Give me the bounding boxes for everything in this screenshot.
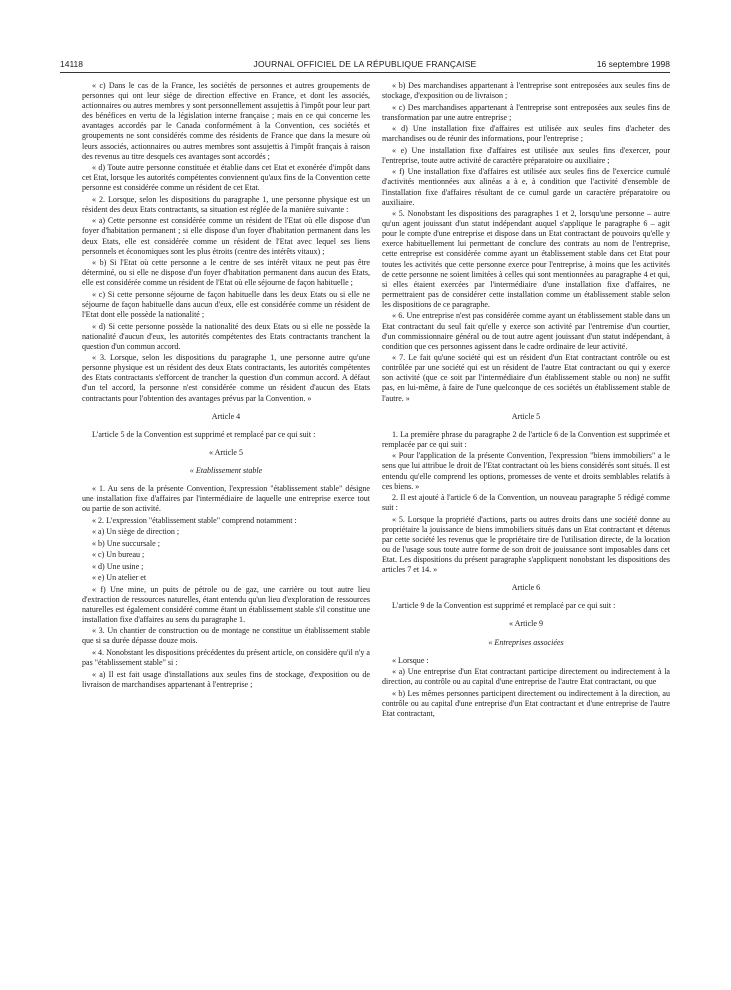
list-item: « c) Un bureau ; (92, 550, 145, 560)
paragraph: « 2. Lorsque, selon les dispositions du paragraphe 1, une personne physique est un résident des deux Etats contractants, sa situation est réglée de la manière suivante : (82, 194, 370, 214)
paragraph: « 2. L'expression "établissement stable" comprend notamment : (92, 515, 297, 525)
page-number: 14118 (60, 59, 84, 69)
header-rule (60, 72, 670, 73)
paragraph: « a) Il est fait usage d'installations aux seules fins de stockage, d'exposition ou de livraison de marchandises appartenant à l'entreprise ; (82, 669, 370, 689)
list-item: « f) Une mine, un puits de pétrole ou de gaz, une carrière ou tout autre lieu d'extraction de ressources naturelles, étant entendu qu'un lieu d'exploration de ressources naturelles est également considéré comme étant un établissement stable s'il constitue une installation fixe d'affaires au sens du paragraphe 1. (82, 584, 370, 624)
paragraph: « 7. Le fait qu'une société qui est un résident d'un Etat contractant contrôle ou est contrôlée par une société qui est un résident de l'autre Etat contractant ou qui y exerce son activité (que ce soit par l'intermédiaire d'un établissement stable ou non) ne suffit pas, en lui-même, à faire de l'une quelconque de ces sociétés un établissement stable de l'autre. » (382, 353, 670, 403)
paragraph: « c) Des marchandises appartenant à l'entreprise sont entreposées aux seules fins de transformation par une autre entreprise ; (382, 102, 670, 122)
paragraph: « Pour l'application de la présente Convention, l'expression "biens immobiliers" a le sens que lui attribue le droit de l'Etat contractant où les biens considérés sont situés. Il est entendu qu'elle comprend les options, promesses de vente et droits semblables relatifs à ces biens. » (382, 451, 670, 491)
article-heading: Article 5 (511, 411, 541, 421)
article-heading: « Article 9 (509, 619, 543, 629)
paragraph: 2. Il est ajouté à l'article 6 de la Convention, un nouveau paragraphe 5 rédigé comme suit : (382, 493, 670, 513)
paragraph: « c) Si cette personne séjourne de façon habituelle dans les deux Etats ou si elle ne séjourne de façon habituelle dans aucun d'eux, elle est considérée comme un résident de l'Etat dont elle possède la nationalité ; (82, 289, 370, 320)
paragraph: « d) Toute autre personne constituée et établie dans cet Etat et exonérée d'impôt dans cet Etat, lorsque les autorités compétentes conviennent qu'aux fins de la Convention cette personne est considérée comme un résident de cet Etat. (82, 163, 370, 193)
paragraph: « Lorsque : (392, 655, 429, 665)
section-heading: « Etablissement stable (189, 465, 263, 475)
article-heading: « Article 5 (209, 447, 243, 457)
article-heading: Article 6 (511, 583, 541, 593)
paragraph: « 6. Une entreprise n'est pas considérée comme ayant un établissement stable dans un Etat contractant du seul fait qu'elle y exerce son activité par l'entremise d'un courtier, d'un commissionnaire général ou de tout autre agent jouissant d'un statut indépendant, à condition que ces personnes agissent dans le cadre ordinaire de leur activité. (382, 311, 670, 351)
article-heading: Article 4 (211, 411, 241, 421)
list-item: « a) Un siège de direction ; (92, 527, 180, 537)
list-item: « e) Un atelier et (92, 573, 147, 583)
left-column (82, 81, 370, 691)
paragraph: « b) Si l'Etat où cette personne a le centre de ses intérêt vitaux ne peut pas être déterminé, ou si elle ne dispose d'un foyer d'habitation permanent dans aucun des Etats, elle est considérée comme un résident de l'Etat où elle séjourne de façon habituelle ; (82, 258, 370, 288)
paragraph: « b) Des marchandises appartenant à l'entreprise sont entreposées aux seules fins de stockage, d'exposition ou de livraison ; (382, 81, 670, 101)
paragraph: L'article 5 de la Convention est supprimé et remplacé par ce qui suit : (92, 429, 316, 439)
paragraph: « d) Une installation fixe d'affaires est utilisée aux seules fins d'acheter des marchandises ou de réunir des informations, pour l'entreprise ; (382, 124, 670, 144)
paragraph: « b) Les mêmes personnes participent directement ou indirectement à la direction, au contrôle ou au capital d'une entreprise d'un Etat contractant et d'une entreprise de l'autre Etat contractant, (382, 688, 670, 718)
paragraph: « f) Une installation fixe d'affaires est utilisée aux seules fins de l'exercice cumulé d'activités mentionnées aux alinéas a à e, à condition que l'activité d'ensemble de l'installation fixe d'affaires résultant de ce cumul garde un caractère préparatoire ou auxiliaire. (382, 167, 670, 207)
publication-date: 16 septembre 1998 (596, 59, 670, 69)
right-column (382, 81, 670, 720)
paragraph: « a) Une entreprise d'un Etat contractant participe directement ou indirectement à la direction, au contrôle ou au capital d'une entreprise de l'autre Etat contractant, ou que (382, 667, 670, 687)
paragraph: « 5. Lorsque la propriété d'actions, parts ou autres droits dans une société donne au propriétaire la jouissance de biens immobiliers situés dans un Etat contractant et détenus par cette société les revenus que le propriétaire tire de l'utilisation directe, de la location ou de l'usage sous toute autre forme de son droit de jouissance sont imposables dans cet Etat. Les dispositions du présent paragraphe s'appliquent nonobstant les dispositions des articles 7 et 14. » (382, 514, 670, 575)
list-item: « d) Une usine ; (92, 561, 144, 571)
list-item: « b) Une succursale ; (92, 538, 160, 548)
paragraph: « 4. Nonobstant les dispositions précédentes du présent article, on considère qu'il n'y a pas "établissement stable" si : (82, 647, 370, 668)
paragraph: « 5. Nonobstant les dispositions des paragraphes 1 et 2, lorsqu'une personne – autre qu'un agent jouissant d'un statut indépendant auquel s'applique le paragraphe 6 – agit pour le compte d'une entreprise et dispose dans un Etat contractant de pouvoirs qu'elle y exerce habituellement lui permettant de conclure des contrats au nom de l'entreprise, cette entreprise est considérée comme ayant un établissement stable dans cet Etat pour toutes les activités que cette personne exerce pour l'entreprise, à moins que les activités de cette personne ne soient limitées à celles qui sont mentionnées au paragraphe 4 et qui, si elles étaient exercées par l'intermédiaire d'une installation fixe d'affaires, ne permettraient pas de considérer cette installation comme un établissement stable selon les dispositions de ce paragraphe. (382, 209, 670, 309)
paragraph: « 1. Au sens de la présente Convention, l'expression "établissement stable" désigne une installation fixe d'affaires par l'intermédiaire de laquelle une entreprise exerce tout ou partie de son activité. (82, 484, 370, 514)
section-heading: « Entreprises associées (488, 637, 564, 647)
paragraph: L'article 9 de la Convention est supprimé et remplacé par ce qui suit : (392, 601, 616, 611)
paragraph: « a) Cette personne est considérée comme un résident de l'Etat où elle dispose d'un foyer d'habitation permanent ; si elle dispose d'un foyer d'habitation permanent dans les deux Etats, elle est considérée comme un résident de l'Etat avec lequel ses liens personnels et économiques sont les plus étroits (centre des intérêts vitaux) ; (82, 216, 370, 256)
paragraph: « 3. Un chantier de construction ou de montage ne constitue un établissement stable que si sa durée dépasse douze mois. (82, 626, 370, 646)
paragraph: « 3. Lorsque, selon les dispositions du paragraphe 1, une personne autre qu'une personne physique est un résident des deux Etats contractants, les autorités compétentes des Etats contractants s'efforcent de trancher la question d'un commun accord. A défaut d'un tel accord, la personne n'est considérée comme un résident d'aucun des Etats contractants pour l'obtention des avantages prévus par la Convention. » (82, 353, 370, 403)
journal-title: JOURNAL OFFICIEL DE LA RÉPUBLIQUE FRANÇAISE (253, 59, 477, 69)
paragraph: « c) Dans le cas de la France, les sociétés de personnes et autres groupements de personnes qui ont leur siège de direction effective en France, et dont les associés, actionnaires ou autres membres y sont personnellement assujettis à l'impôt pour leur part des bénéfices en vertu de la législation interne française ; mais en ce qui concerne les avantages accordés par le Canada conformément à la Convention, ces sociétés et groupements ne sont considérés comme des résidents de France que dans la mesure où leurs associés, actionnaires ou autres membres sont assujettis à l'impôt français à raison des revenus au titre desquels ces avantages sont accordés ; (82, 81, 370, 161)
page-header (60, 56, 670, 72)
paragraph: 1. La première phrase du paragraphe 2 de l'article 6 de la Convention est supprimée et remplacée par ce qui suit : (382, 429, 670, 449)
paragraph: « e) Une installation fixe d'affaires est utilisée aux seules fins d'exercer, pour l'entreprise, toute autre activité de caractère préparatoire ou auxiliaire ; (382, 145, 670, 165)
paragraph: « d) Si cette personne possède la nationalité des deux Etats ou si elle ne possède la nationalité d'aucun d'eux, les autorités compétentes des Etats contractants tranchent la question d'un commun accord. (82, 321, 370, 351)
